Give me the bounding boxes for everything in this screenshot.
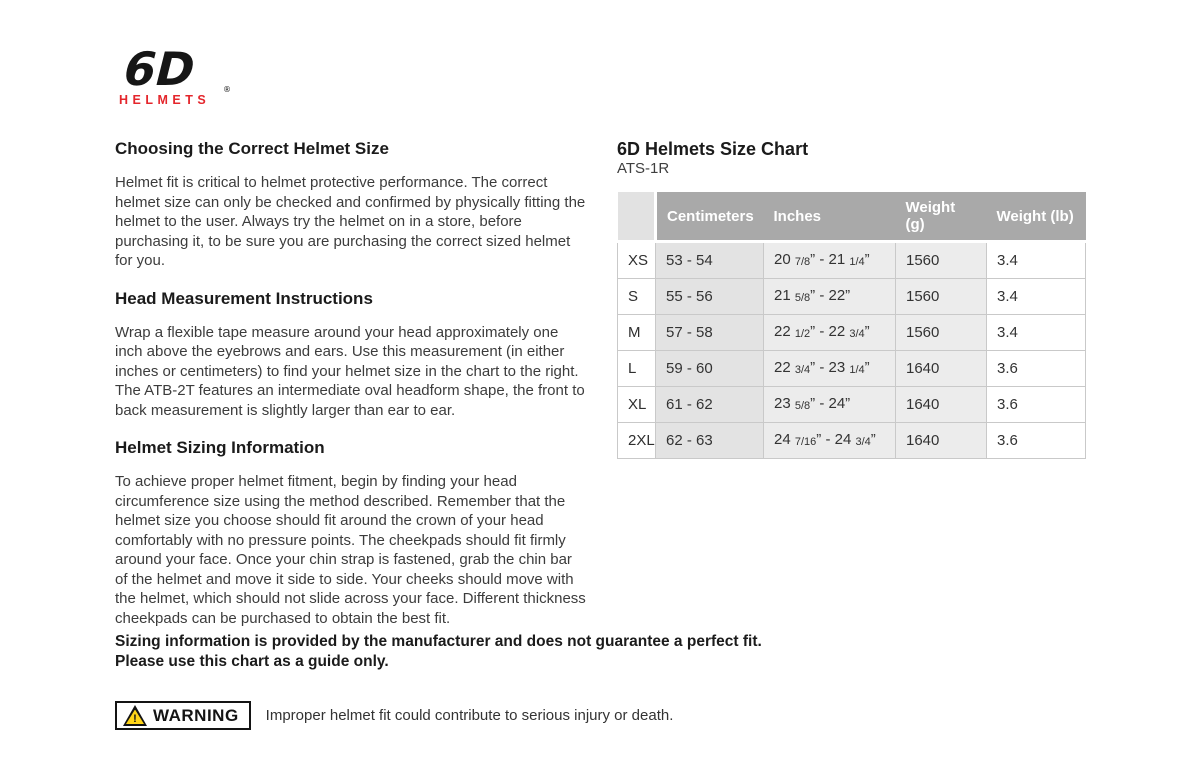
section-heading: Head Measurement Instructions (115, 288, 373, 308)
warning-label: WARNING (153, 705, 239, 725)
warning-triangle-icon: ! (123, 705, 147, 726)
weight-lb-cell: 3.6 (987, 423, 1086, 459)
size-chart-table (617, 192, 1086, 459)
section-head-measurement (115, 288, 587, 421)
size-chart-subtitle: ATS-1R (617, 160, 670, 177)
section-choosing-size (115, 138, 587, 271)
note-line-1: Sizing information is provided by the manufacturer and does not guarantee a perfect fit. (115, 633, 762, 650)
weight-lb-cell: 3.4 (987, 315, 1086, 351)
size-cell: XS (618, 242, 656, 279)
inches-cell: 24 7/16” - 24 3/4” (764, 423, 896, 459)
size-chart-title: 6D Helmets Size Chart (617, 139, 809, 159)
table-row (618, 315, 1086, 351)
centimeters-cell: 53 - 54 (656, 242, 764, 279)
table-row (618, 387, 1086, 423)
warning-text: Improper helmet fit could contribute to serious injury or death. (265, 707, 674, 724)
centimeters-cell: 57 - 58 (656, 315, 764, 351)
note-line-2: Please use this chart as a guide only. (115, 652, 389, 670)
section-paragraph: Helmet fit is critical to helmet protective performance. The correct helmet size can only be checked and confirmed by physically fitting the helmet to the user. Always try the helmet on in a store, before purchasing it, to be sure you are purchasing the correct sized helmet for you. (115, 174, 586, 269)
instructions-column (115, 138, 587, 645)
warning-box (115, 701, 251, 730)
section-sizing-information (115, 437, 587, 628)
weight-lb-cell: 3.4 (987, 279, 1086, 315)
centimeters-cell: 62 - 63 (656, 423, 764, 459)
logo-helmets-text: HELMETS (119, 93, 211, 107)
inches-cell: 21 5/8” - 22” (764, 279, 896, 315)
weight-lb-cell: 3.4 (987, 242, 1086, 279)
column-header (618, 192, 656, 242)
weight-g-cell: 1560 (896, 279, 987, 315)
section-heading: Helmet Sizing Information (115, 438, 325, 457)
logo-6d-icon (113, 42, 253, 94)
size-cell: L (618, 351, 656, 387)
inches-cell: 22 1/2” - 22 3/4” (764, 315, 896, 351)
centimeters-cell: 55 - 56 (656, 279, 764, 315)
weight-g-cell: 1640 (896, 423, 987, 459)
weight-g-cell: 1560 (896, 242, 987, 279)
size-cell: M (618, 315, 656, 351)
table-row (618, 242, 1086, 279)
weight-lb-cell: 3.6 (987, 351, 1086, 387)
column-header: Weight (g) (896, 192, 987, 242)
size-cell: XL (618, 387, 656, 423)
section-heading: Choosing the Correct Helmet Size (115, 139, 389, 158)
size-chart-column (617, 138, 1085, 459)
inches-cell: 23 5/8” - 24” (764, 387, 896, 423)
weight-g-cell: 1640 (896, 387, 987, 423)
weight-lb-cell: 3.6 (987, 387, 1086, 423)
size-chart-header (618, 192, 1086, 242)
size-cell: 2XL (618, 423, 656, 459)
column-header: Inches (764, 192, 896, 242)
column-header: Centimeters (656, 192, 764, 242)
weight-g-cell: 1560 (896, 315, 987, 351)
size-cell: S (618, 279, 656, 315)
centimeters-cell: 59 - 60 (656, 351, 764, 387)
size-chart-body (618, 242, 1086, 459)
brand-logo (113, 42, 263, 107)
manufacturer-note (115, 632, 775, 671)
svg-text:6D: 6D (117, 43, 201, 94)
section-paragraph: Wrap a flexible tape measure around your head approximately one inch above the eyebrows and ears. Use this measurement (in either inches or centimeters) to find your helmet size in the chart to the right. The ATB-2T features an intermediate oval headform shape, the front to back measurement is slightly larger than ear to ear. (115, 323, 585, 419)
warning-row (115, 701, 673, 730)
column-header: Weight (lb) (987, 192, 1086, 242)
centimeters-cell: 61 - 62 (656, 387, 764, 423)
table-row (618, 279, 1086, 315)
weight-g-cell: 1640 (896, 351, 987, 387)
section-paragraph: To achieve proper helmet fitment, begin by finding your head circumference size using the method described. Remember that the helmet size you choose should fit around the crown of your head comfortably with no pressure points. The cheekpads should fit firmly around your face. Once your chin strap is fastened, grab the chin bar of the helmet and move it side to side. Your cheeks should move with the helmet, which should not slide across your face. Different thickness cheekpads can be purchased to obtain the best fit. (115, 473, 586, 627)
inches-cell: 22 3/4” - 23 1/4” (764, 351, 896, 387)
svg-text:®: ® (223, 85, 231, 94)
table-row (618, 351, 1086, 387)
table-row (618, 423, 1086, 459)
inches-cell: 20 7/8” - 21 1/4” (764, 242, 896, 279)
